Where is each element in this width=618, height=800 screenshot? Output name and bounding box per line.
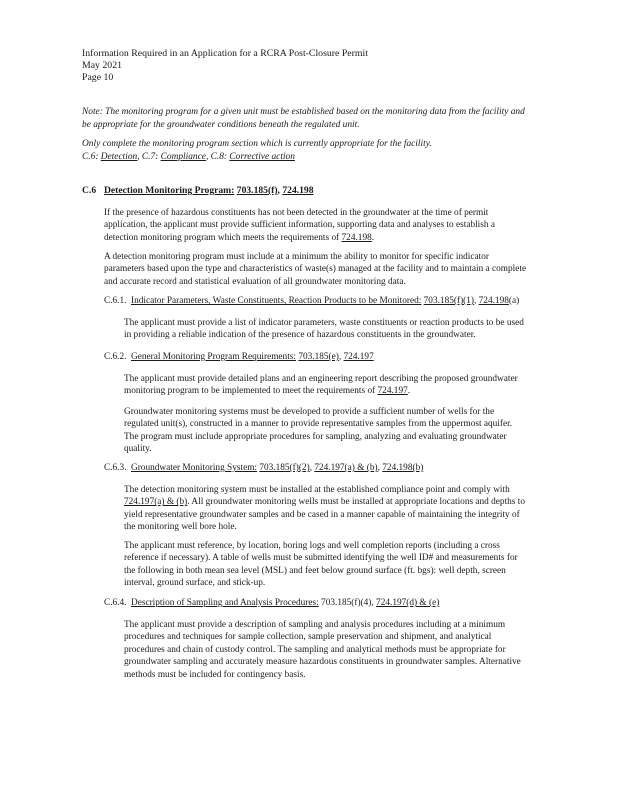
page-header [82, 48, 368, 84]
paragraph-c63-well-table: The applicant must reference, by location, boring logs and well completion reports (including a cross reference if necessary). A table of wells must be submitted identifying the well ID# and measurements for the following in both mean sea level (MSL) and feet below ground surface (ft. bgs): well depth, screen interval, ground surface, and stick-up. [124, 541, 518, 589]
subsection-c62-heading: C.6.2. General Monitoring Program Requirements: 703.185(e), 724.197 [104, 352, 374, 362]
paragraph-c62-plans: The applicant must provide detailed plans and an engineering report describing the proposed groundwater monitoring program to be implemented to meet the requirements of 724.197. [124, 374, 518, 397]
subsection-title: Indicator Parameters, Waste Constituents, Reaction Products to be Monitored: [131, 296, 422, 306]
ref-link[interactable]: 724.197 [377, 386, 408, 397]
subsection-number: C.6.4. [104, 598, 127, 608]
ref-text: 703.185(f)(4) [321, 598, 372, 608]
selector-instruction: Only complete the monitoring program section which is currently appropriate for the facility. [82, 139, 432, 149]
paragraph-c63-installation: The detection monitoring system must be installed at the established compliance point and comply with 724.197(a) & (b). All groundwater monitoring wells must be installed at appropriate locations and depths to yield representative groundwater samples and be cased in a manner capable of maintaining the integrity of the monitoring well bore hole. [124, 485, 525, 533]
note-paragraph: Note: The monitoring program for a given unit must be established based on the monitoring data from the facility and be appropriate for the groundwater conditions beneath the regulated unit. [82, 107, 525, 130]
ref-link[interactable]: 724.197(d) & (e) [376, 598, 440, 608]
paragraph-c62-systems: Groundwater monitoring systems must be developed to provide a sufficient number of wells for the regulated unit(s), constructed in a manner to provide representative samples from the uppermost aquifer. The program must include appropriate procedures for sampling, analyzing and evaluating groundwater quality. [124, 407, 513, 455]
ref-link[interactable]: 724.197(a) & (b) [124, 497, 188, 508]
paragraph-detection-intro: If the presence of hazardous constituents has not been detected in the groundwater at the time of permit application, the applicant must provide sufficient information, supporting data and analyses to establish a detection monitoring program which meets the requirements of 724.198. [104, 208, 495, 243]
header-title: Information Required in an Application for a RCRA Post-Closure Permit [82, 48, 368, 59]
ref-link[interactable]: 724.198 [341, 232, 372, 243]
ref-link[interactable]: 703.185(f)(1) [423, 296, 474, 306]
section-title: Detection Monitoring Program: [104, 185, 235, 196]
selector-links: C.6: Detection, C.7: Compliance, C.8: Corrective action [82, 151, 295, 162]
monitoring-section-selector [82, 138, 534, 163]
subsection-number: C.6.3. [104, 463, 127, 473]
subsection-title: General Monitoring Program Requirements: [131, 352, 296, 362]
link-compliance[interactable]: Compliance [160, 151, 206, 162]
section-number: C.6 [82, 185, 97, 196]
ref-link[interactable]: 724.198 [478, 296, 509, 306]
subsection-title: Description of Sampling and Analysis Procedures: [131, 598, 319, 608]
paragraph-c64: The applicant must provide a description of sampling and analysis procedures including at a minimum procedures and techniques for sample collection, sample preservation and shipment, and analytical procedures and chain of custody control. The sampling and analytical methods must be appropriate for groundwater sampling and accurately measure hazardous constituents in groundwater samples. Alternative methods must be included for contingency basis. [124, 620, 521, 680]
ref-link[interactable]: 724.198(b) [382, 463, 424, 473]
ref-link[interactable]: 724.197(a) & (b) [314, 463, 378, 473]
paragraph-c61: The applicant must provide a list of indicator parameters, waste constituents or reaction products to be used in providing a reliable indication of the presence of hazardous constituents in the groundwater. [124, 318, 524, 341]
subsection-c63-heading: C.6.3. Groundwater Monitoring System: 703.185(f)(2), 724.197(a) & (b), 724.198(b) [104, 463, 424, 473]
ref-link[interactable]: 703.185(f) [236, 185, 278, 196]
subsection-number: C.6.2. [104, 352, 127, 362]
header-page-number: Page 10 [82, 72, 114, 83]
ref-link[interactable]: 703.185(f)(2) [259, 463, 310, 473]
header-date: May 2021 [82, 60, 123, 71]
subsection-c61-heading: C.6.1. Indicator Parameters, Waste Constituents, Reaction Products to be Monitored: 703.185(f)(1), 724.198(a) [104, 296, 520, 306]
link-detection[interactable]: Detection [100, 151, 138, 162]
ref-link[interactable]: 724.197 [343, 352, 374, 362]
section-c6-heading: C.6 Detection Monitoring Program: 703.185(f), 724.198 [82, 185, 314, 196]
paragraph-detection-requirements: A detection monitoring program must include at a minimum the ability to monitor for specific indicator parameters based upon the type and characteristics of waste(s) managed at the facility and to maintain a complete and accurate record and statistical evaluation of all groundwater monitoring data. [104, 252, 527, 287]
subsection-c64-heading: C.6.4. Description of Sampling and Analysis Procedures: 703.185(f)(4), 724.197(d) & (e) [104, 598, 440, 608]
subsection-title: Groundwater Monitoring System: [131, 463, 258, 473]
link-corrective-action[interactable]: Corrective action [229, 151, 295, 162]
subsection-number: C.6.1. [104, 296, 127, 306]
ref-link[interactable]: 703.185(e) [298, 352, 339, 362]
ref-link[interactable]: 724.198 [282, 185, 314, 196]
